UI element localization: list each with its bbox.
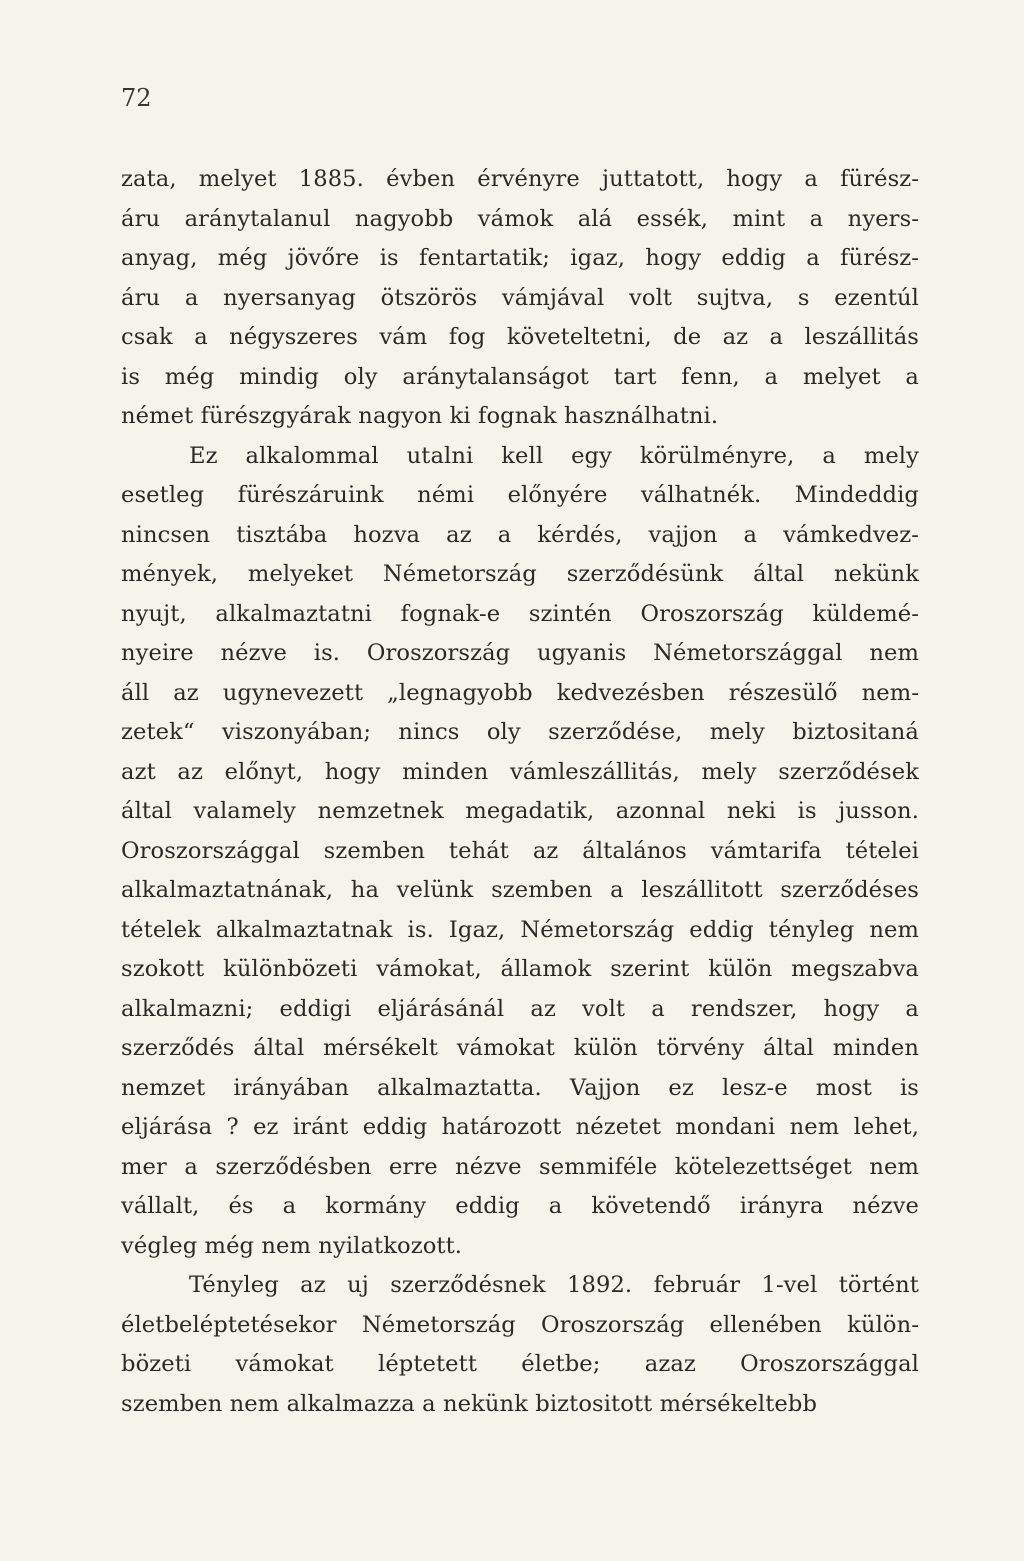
text-line: által valamely nemzetnek megadatik, azonnal neki is jusson.: [121, 798, 919, 824]
text-line: végleg még nem nyilatkozott.: [121, 1232, 463, 1259]
text-line: tételek alkalmaztatnak is. Igaz, Németország eddig tényleg nem: [121, 916, 919, 943]
text-line: német fürészgyárak nagyon ki fognak használhatni.: [121, 403, 719, 429]
text-line: áll az ugynevezett „legnagyobb kedvezésben részesülő nem-: [121, 679, 919, 706]
text-line: Ez alkalommal utalni kell egy körülményre, a mely: [189, 442, 919, 469]
text-line: zata, melyet 1885. évben érvényre juttatott, hogy a fürész-: [121, 166, 919, 192]
text-line: áru a nyersanyag ötszörös vámjával volt sujtva, s ezentúl: [121, 284, 919, 311]
text-line: is még mindig oly aránytalanságot tart fenn, a melyet a: [121, 363, 919, 390]
text-line: azt az előnyt, hogy minden vámleszállitás, mely szerződések: [121, 758, 919, 785]
page-number: 72: [121, 84, 152, 112]
text-line: Oroszországgal szemben tehát az általános vámtarifa tételei: [121, 837, 919, 864]
text-line: nincsen tisztába hozva az a kérdés, vajjon a vámkedvez-: [121, 521, 919, 548]
text-line: csak a négyszeres vám fog követeltetni, de az a leszállitás: [121, 324, 919, 350]
text-line: szokott különbözeti vámokat, államok szerint külön megszabva: [121, 956, 919, 982]
text-line: bözeti vámokat léptetett életbe; azaz Oroszországgal: [121, 1351, 919, 1377]
text-line: vállalt, és a kormány eddig a követendő irányra nézve: [121, 1193, 919, 1219]
text-line: nemzet irányában alkalmaztatta. Vajjon ez lesz-e most is: [121, 1074, 919, 1101]
text-line: esetleg fürészáruink némi előnyére válhatnék. Mindeddig: [121, 482, 919, 508]
text-line: nyujt, alkalmaztatni fognak-e szintén Oroszország küldemé-: [121, 600, 919, 627]
text-line: Tényleg az uj szerződésnek 1892. február 1-vel történt: [189, 1272, 919, 1298]
text-line: nyeire nézve is. Oroszország ugyanis Németországgal nem: [121, 640, 919, 666]
text-line: eljárása ? ez iránt eddig határozott nézetet mondani nem lehet,: [121, 1114, 919, 1140]
text-line: mények, melyeket Németország szerződésünk által nekünk: [121, 561, 919, 587]
text-line: alkalmaztatnának, ha velünk szemben a leszállitott szerződéses: [121, 877, 919, 903]
text-line: áru aránytalanul nagyobb vámok alá essék, mint a nyers-: [121, 205, 919, 232]
text-line: zetek“ viszonyában; nincs oly szerződése, mely biztositaná: [121, 719, 919, 745]
text-line: szerződés által mérsékelt vámokat külön törvény által minden: [121, 1035, 919, 1061]
body-text: [121, 160, 919, 1424]
text-line: életbeléptetésekor Németország Oroszország ellenében külön-: [121, 1311, 919, 1338]
text-line: szemben nem alkalmazza a nekünk biztositott mérsékeltebb: [121, 1390, 818, 1417]
text-line: anyag, még jövőre is fentartatik; igaz, hogy eddig a fürész-: [121, 245, 919, 271]
text-line: alkalmazni; eddigi eljárásánál az volt a rendszer, hogy a: [121, 995, 919, 1022]
text-line: mer a szerződésben erre nézve semmiféle kötelezettséget nem: [121, 1153, 919, 1180]
